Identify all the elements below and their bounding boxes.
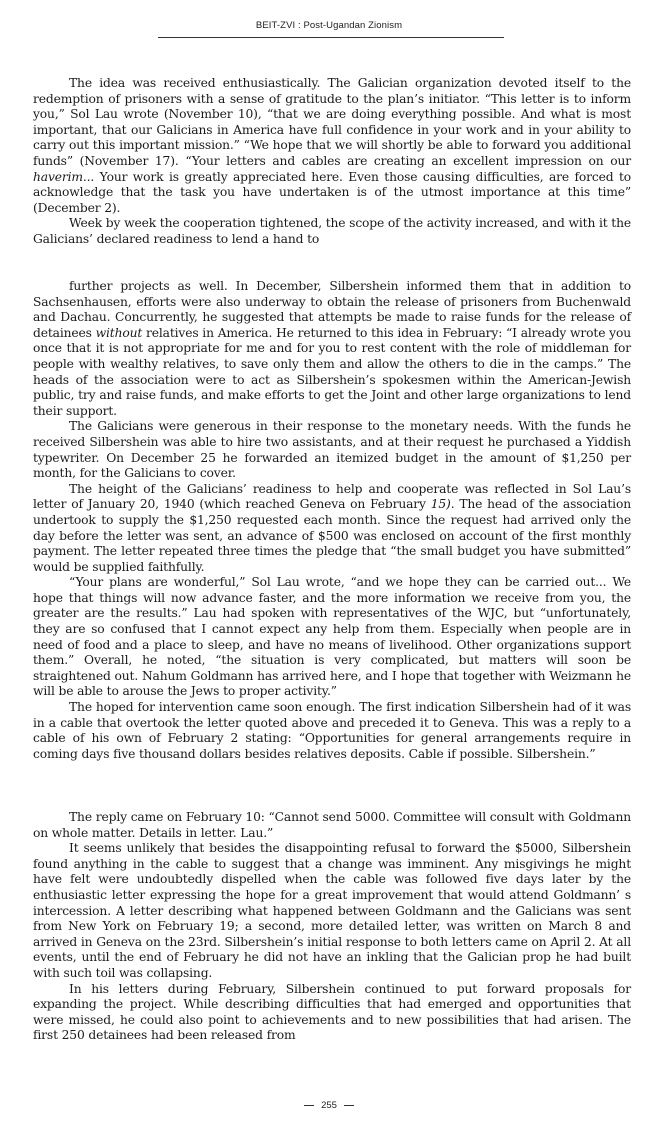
text-run: . The head of the association undertook to supply the $1,250 requested each month. Since the request had arrived only the day before the letter was sent, an advance of $500 was enclosed on account of the first monthly payment. The letter repeated three times the pledge that “the small budget you have submitted” would be supplied faithfully. [33,497,631,574]
page-footer [0,1100,658,1111]
paragraph [33,982,631,1044]
paragraph [33,700,631,762]
paragraph [33,841,631,981]
italic-text: haverim [33,169,83,184]
running-header: BEIT-ZVI : Post-Ugandan Zionism [255,20,403,31]
text-run: In his letters during February, Silbershein continued to put forward proposals for expanding the project. While describing difficulties that had emerged and opportunities that were missed, he could also point to achievements and to new possibilities that had arisen. The first 250 detainees had been released from [33,981,631,1043]
text-run: ... Your work is greatly appreciated here. Even those causing difficulties, are forced to acknowledge that the task you have undertaken is of the utmost importance at this time” (December 2). [33,169,631,215]
italic-text: 15) [430,497,451,512]
text-run: The Galicians were generous in their response to the monetary needs. With the funds he received Silbershein was able to hire two assistants, and at their request he purchased a Yiddish typewriter. On December 25 he forwarded an itemized budget in the amount of $1,250 per month, for the Galicians to cover. [33,419,631,481]
text-run: The height of the Galicians’ readiness to help and cooperate was reflected in Sol Lau’s letter of January 20, 1940 (which reached Geneva on February [33,481,631,512]
text-run: further projects as well. In December, Silbershein informed them that in addition to Sachsenhausen, efforts were also underway to obtain the release of prisoners from Buchenwald and Dachau. Concurrently, he suggested that attempts be made to raise funds for the release of detainees [33,279,631,340]
paragraph [33,76,631,216]
text-run: The hoped for intervention came soon enough. The first indication Silbershein had of it was in a cable that overtook the letter quoted above and preceded it to Geneva. This was a reply to a cable of his own of February 2 stating: “Opportunities for general arrangements require in coming days five thousand dollars besides relatives deposits. Cable if possible. Silbershein.” [33,700,631,761]
text-run: relatives in America. He returned to this idea in February: “I already wrote you once that it is not appropriate for me and for you to rest content with the role of middleman for people with wealthy relatives, to save only them and allow the others to die in the camps.” The heads of the association were to act as Silbershein’s spokesmen within the American-Jewish public, try and raise funds, and make efforts to get the Joint and other large organizations to lend their support. [33,325,631,418]
text-run: It seems unlikely that besides the disappointing refusal to forward the $5000, Silbershein found anything in the cable to suggest that a change was imminent. Any misgivings he might have felt were undoubtedly dispelled when the cable was followed five days later by the enthusiastic letter expressing the hope for a great improvement that would attend Goldmann’ s intercession. A letter describing what happened between Goldmann and the Galicians was sent from New York on February 19; a second, more detailed letter, was written on March 8 and arrived in Geneva on the 23rd. Silbershein’s initial response to both letters came on April 2. At all events, until the end of February he did not have an inkling that the Galician prop he had built with such toil was collapsing. [33,841,631,980]
text-run: The reply came on February 10: “Cannot send 5000. Committee will consult with Goldmann on whole matter. Details in letter. Lau.” [33,810,631,840]
paragraph [33,810,631,841]
text-block-2 [33,279,631,762]
text-block-1 [33,76,631,248]
header-rule [158,37,504,38]
text-run: “Your plans are wonderful,” Sol Lau wrote, “and we hope they can be carried out... We hope that things will now advance faster, and the more information we receive from you, the greater are the results.” Lau had spoken with representatives of the WJC, but “unfortunately, they are so confused that I cannot expect any help from them. Especially when people are in need of food and a place to sleep, and have no means of livelihood. Other organizations support them.” Overall, he noted, “the situation is very complicated, but matters will soon be straightened out. Nahum Goldmann has arrived here, and I hope that together with Weizmann he will be able to arouse the Jews to proper activity.” [33,575,631,699]
paragraph [33,279,631,419]
paragraph [33,575,631,700]
text-run: Week by week the cooperation tightened, the scope of the activity increased, and with it the Galicians’ declared readiness to lend a hand to [33,216,631,246]
text-run: The idea was received enthusiastically. The Galician organization devoted itself to the redemption of prisoners with a sense of gratitude to the plan’s initiator. “This letter is to inform you,” Sol Lau wrote (November 10), “that we are doing everything possible. And what is most important, that our Galicians in America have full confidence in your work and in your ability to carry out this important mission.” “We hope that we will shortly be able to forward you additional funds” (November 17). “Your letters and cables are creating an excellent impression on our [33,76,631,168]
paragraph [33,482,631,576]
page-number: 255 [321,1100,337,1111]
italic-text: without [95,325,143,340]
footer-dash-left [304,1105,314,1106]
paragraph [33,216,631,247]
paragraph [33,419,631,481]
footer-dash-right [344,1105,354,1106]
text-block-3 [33,810,631,1044]
